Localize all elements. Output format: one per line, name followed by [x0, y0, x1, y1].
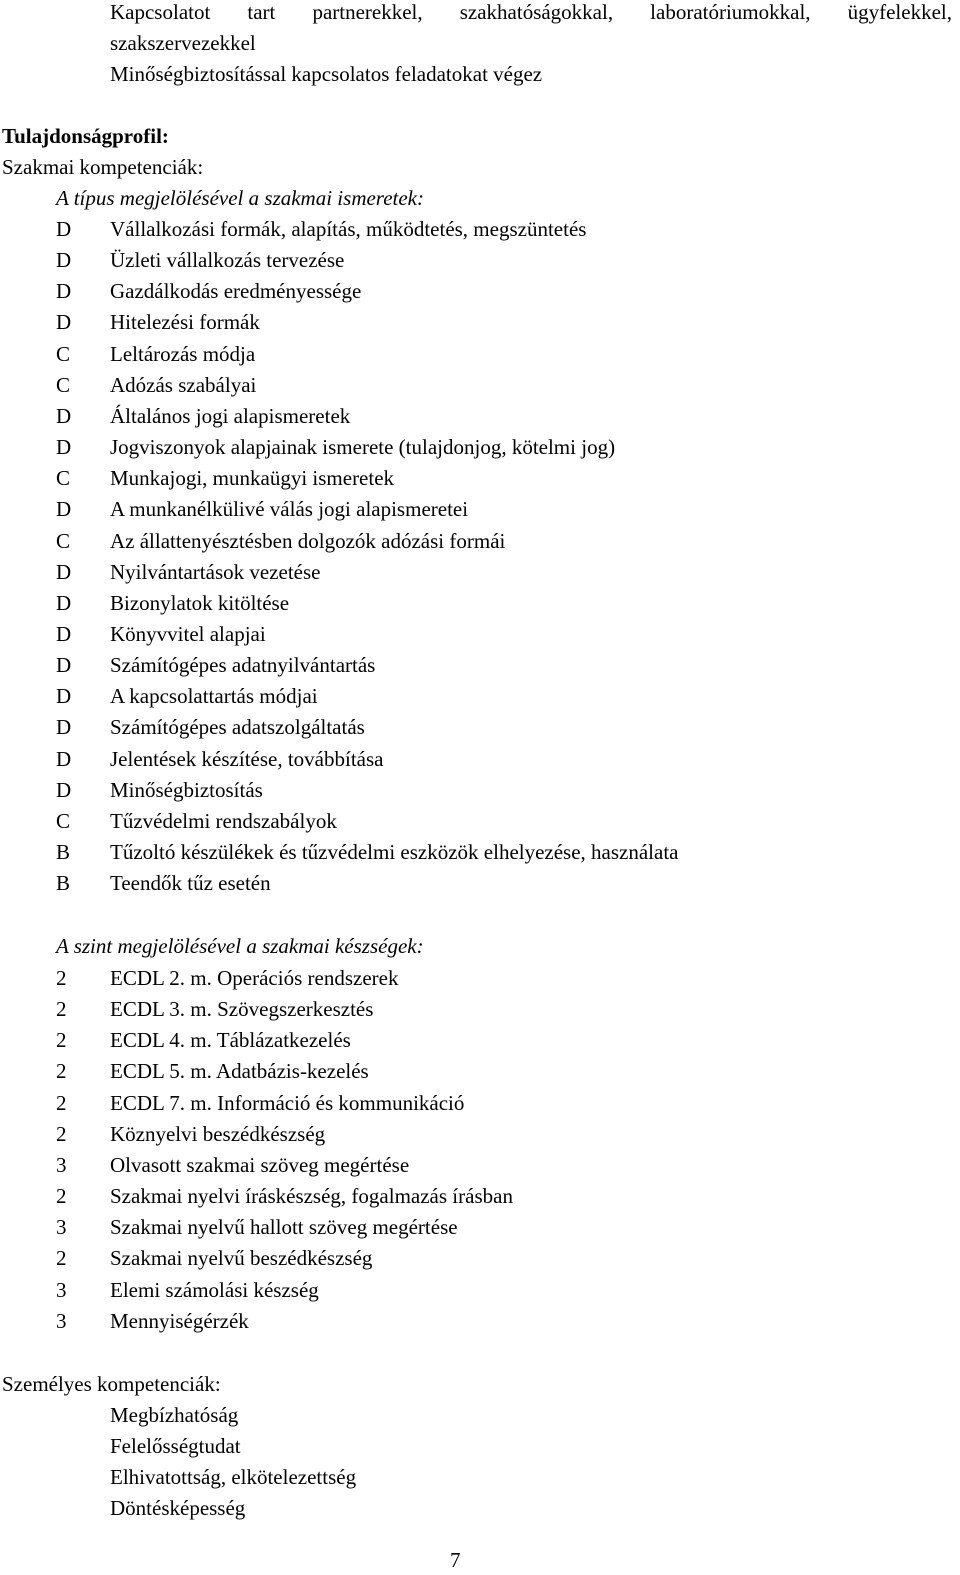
intro-line-3: Minőségbiztosítással kapcsolatos feladatokat végez	[110, 62, 543, 86]
personal-competency-item	[0, 1465, 960, 1489]
knowledge-item-code: D	[56, 621, 72, 646]
skill-item	[0, 1215, 960, 1239]
skill-item	[0, 1028, 960, 1052]
knowledge-item-text: Számítógépes adatnyilvántartás	[110, 653, 376, 678]
skill-item-text: Olvasott szakmai szöveg megértése	[110, 1152, 410, 1177]
knowledge-item	[0, 529, 960, 553]
knowledge-item	[0, 591, 960, 615]
skill-item	[0, 1246, 960, 1270]
professional-competencies-label: Szakmai kompetenciák:	[2, 155, 204, 179]
knowledge-item-text: Tűzoltó készülékek és tűzvédelmi eszközök elhelyezése, használata	[110, 840, 679, 864]
knowledge-item-text: Jelentések készítése, továbbítása	[110, 746, 384, 771]
knowledge-item	[0, 497, 960, 521]
skill-item-code: 2	[56, 1246, 67, 1271]
knowledge-item	[0, 373, 960, 397]
knowledge-item	[0, 310, 960, 334]
knowledge-item	[0, 279, 960, 303]
knowledge-item-text: A munkanélkülivé válás jogi alapismeretei	[110, 497, 469, 522]
knowledge-item-code: C	[56, 341, 71, 366]
profile-heading: Tulajdonságprofil:	[2, 124, 169, 148]
knowledge-item-text: Könyvvitel alapjai	[110, 621, 266, 646]
skill-item	[0, 1153, 960, 1177]
page-number: 7	[450, 1548, 461, 1572]
knowledge-item	[0, 435, 960, 459]
knowledge-item	[0, 684, 960, 708]
skills-heading: A szint megjelölésével a szakmai készségek:	[56, 934, 424, 958]
personal-competency-item-text: Döntésképesség	[110, 1496, 246, 1521]
skill-item-code: 2	[56, 1028, 67, 1053]
personal-competencies-label: Személyes kompetenciák:	[2, 1372, 221, 1396]
personal-competency-item	[0, 1434, 960, 1458]
skill-item	[0, 1122, 960, 1146]
knowledge-item-text: Általános jogi alapismeretek	[110, 403, 351, 428]
knowledge-item-code: D	[56, 403, 72, 428]
skill-item	[0, 1184, 960, 1208]
skill-item-code: 2	[56, 1059, 67, 1084]
knowledge-item	[0, 778, 960, 802]
knowledge-item-code: D	[56, 310, 72, 335]
skill-item	[0, 1309, 960, 1333]
skill-item-text: ECDL 3. m. Szövegszerkesztés	[110, 997, 374, 1022]
knowledge-item-text: Munkajogi, munkaügyi ismeretek	[110, 466, 395, 491]
skill-item-code: 3	[56, 1277, 67, 1302]
knowledge-item-text: Adózás szabályai	[110, 372, 257, 397]
knowledge-item-text: Bizonylatok kitöltése	[110, 590, 290, 615]
knowledge-item-text: Teendők tűz esetén	[110, 871, 271, 896]
knowledge-item-text: A kapcsolattartás módjai	[110, 684, 318, 709]
knowledge-item-code: D	[56, 559, 72, 584]
knowledge-item	[0, 809, 960, 833]
knowledge-item-code: D	[56, 279, 72, 304]
skill-item-text: ECDL 2. m. Operációs rendszerek	[110, 966, 399, 990]
knowledge-item	[0, 653, 960, 677]
skill-item-text: ECDL 4. m. Táblázatkezelés	[110, 1028, 351, 1053]
skill-item-code: 2	[56, 1184, 67, 1209]
knowledge-item-text: Számítógépes adatszolgáltatás	[110, 715, 365, 740]
knowledge-item	[0, 622, 960, 646]
skill-item-text: Köznyelvi beszédkészség	[110, 1121, 326, 1146]
personal-competency-item	[0, 1403, 960, 1427]
knowledge-item-text: Nyilvántartások vezetése	[110, 559, 321, 584]
personal-competency-item-text: Felelősségtudat	[110, 1434, 241, 1459]
knowledge-item	[0, 747, 960, 771]
knowledge-item-code: D	[56, 653, 72, 678]
skill-item-code: 2	[56, 1090, 67, 1115]
skill-item-code: 2	[56, 966, 67, 990]
skill-item	[0, 997, 960, 1021]
skill-item-code: 2	[56, 997, 67, 1022]
intro-line-1: Kapcsolatot tart partnerekkel, szakhatóságokkal, laboratóriumokkal, ügyfelekkel,	[110, 0, 952, 24]
knowledge-item-text: Leltározás módja	[110, 341, 256, 366]
knowledge-item-code: C	[56, 808, 71, 833]
knowledge-item	[0, 715, 960, 739]
skill-item-text: Szakmai nyelvi íráskészség, fogalmazás írásban	[110, 1184, 513, 1209]
knowledge-item	[0, 342, 960, 366]
knowledge-item-code: D	[56, 684, 72, 709]
skill-item-text: Szakmai nyelvű hallott szöveg megértése	[110, 1215, 458, 1240]
knowledge-item	[0, 404, 960, 428]
knowledge-item-text: Üzleti vállalkozás tervezése	[110, 248, 345, 273]
knowledge-item-code: D	[56, 746, 72, 771]
knowledge-item-text: Jogviszonyok alapjainak ismerete (tulajdonjog, kötelmi jog)	[110, 435, 616, 460]
knowledge-item-text: Vállalkozási formák, alapítás, működtetés, megszüntetés	[110, 217, 587, 241]
knowledge-item	[0, 840, 960, 864]
knowledge-item-text: Minőségbiztosítás	[110, 777, 263, 802]
knowledge-item-code: B	[56, 840, 71, 864]
intro-line-2: szakszervezekkel	[110, 31, 256, 55]
skill-item-text: ECDL 5. m. Adatbázis-kezelés	[110, 1059, 369, 1084]
skill-item-text: ECDL 7. m. Információ és kommunikáció	[110, 1090, 465, 1115]
skill-item-text: Elemi számolási készség	[110, 1277, 319, 1302]
skill-item-code: 3	[56, 1215, 67, 1240]
skill-item-code: 3	[56, 1152, 67, 1177]
knowledge-item-text: Tűzvédelmi rendszabályok	[110, 808, 337, 833]
skill-item-text: Mennyiségérzék	[110, 1308, 249, 1333]
skill-item	[0, 1278, 960, 1302]
knowledge-item-code: D	[56, 497, 72, 522]
skill-item-code: 3	[56, 1308, 67, 1333]
personal-competency-item	[0, 1496, 960, 1520]
knowledge-item-text: Az állattenyésztésben dolgozók adózási formái	[110, 528, 506, 553]
knowledge-item-code: B	[56, 871, 71, 896]
knowledge-item-code: D	[56, 590, 72, 615]
personal-competency-item-text: Elhivatottság, elkötelezettség	[110, 1465, 357, 1490]
knowledge-item-text: Hitelezési formák	[110, 310, 260, 335]
skill-item-text: Szakmai nyelvű beszédkészség	[110, 1246, 373, 1271]
knowledge-item-code: D	[56, 217, 72, 241]
skill-item	[0, 966, 960, 990]
knowledge-item-code: C	[56, 528, 71, 553]
knowledge-item	[0, 217, 960, 241]
knowledge-heading: A típus megjelölésével a szakmai ismeretek:	[56, 186, 424, 210]
knowledge-item-text: Gazdálkodás eredményessége	[110, 279, 362, 304]
knowledge-item-code: D	[56, 248, 72, 273]
knowledge-item	[0, 871, 960, 895]
skill-item	[0, 1059, 960, 1083]
knowledge-item-code: D	[56, 715, 72, 740]
knowledge-item-code: D	[56, 777, 72, 802]
knowledge-item-code: C	[56, 372, 71, 397]
skill-item-code: 2	[56, 1121, 67, 1146]
knowledge-item	[0, 560, 960, 584]
personal-competency-item-text: Megbízhatóság	[110, 1403, 239, 1427]
knowledge-item-code: D	[56, 435, 72, 460]
knowledge-item	[0, 248, 960, 272]
knowledge-item-code: C	[56, 466, 71, 491]
skill-item	[0, 1091, 960, 1115]
knowledge-item	[0, 466, 960, 490]
